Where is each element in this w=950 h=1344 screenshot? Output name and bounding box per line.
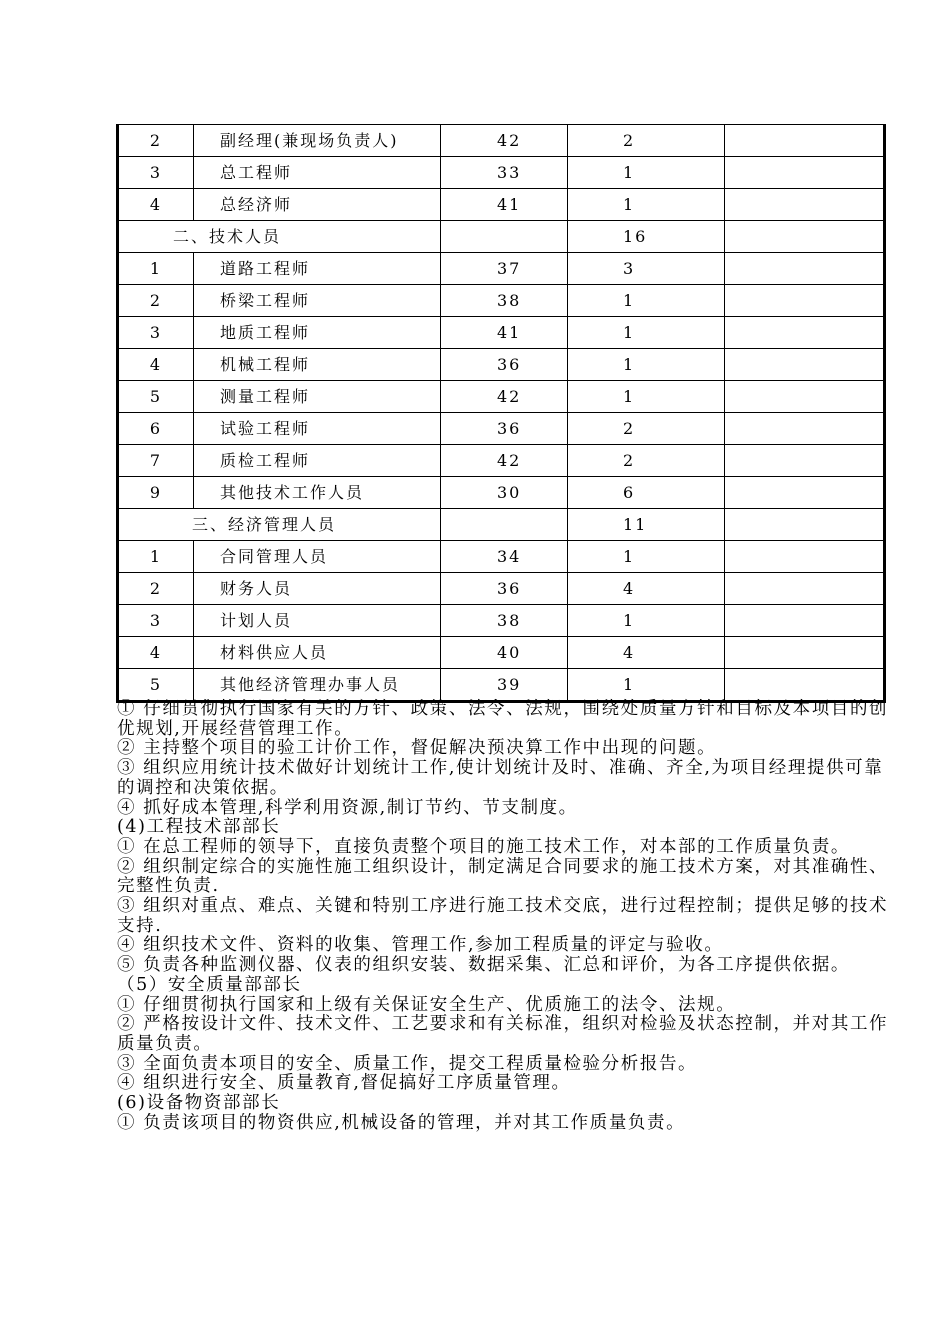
row-number-cell: 5 (118, 381, 194, 413)
row-number-cell: 4 (118, 349, 194, 381)
position-cell: 财务人员 (194, 573, 441, 605)
row-number-cell: 9 (118, 477, 194, 509)
row-number-cell: 1 (118, 253, 194, 285)
note-cell (725, 317, 885, 349)
position-cell: 材料供应人员 (194, 637, 441, 669)
paragraph: ④ 组织进行安全、质量教育,督促搞好工序质量管理。 (117, 1073, 571, 1094)
count-cell: 1 (568, 381, 725, 413)
note-cell (725, 541, 885, 573)
note-cell (725, 669, 885, 702)
position-cell: 测量工程师 (194, 381, 441, 413)
age-cell: 42 (441, 125, 568, 157)
table-row (118, 445, 885, 477)
paragraph: ① 仔细贯彻执行国家和上级有关保证安全生产、优质施工的法令、法规。 (117, 994, 736, 1015)
row-number-cell: 7 (118, 445, 194, 477)
note-cell (725, 349, 885, 381)
count-cell: 1 (568, 189, 725, 221)
age-cell: 34 (441, 541, 568, 573)
row-number-cell: 2 (118, 285, 194, 317)
paragraph: ② 严格按设计文件、技术文件、工艺要求和有关标准，组织对检验及状态控制，并对其工作质量负责。 (117, 1014, 889, 1054)
position-cell: 合同管理人员 (194, 541, 441, 573)
note-cell (725, 477, 885, 509)
age-cell: 42 (441, 445, 568, 477)
count-cell: 2 (568, 125, 725, 157)
table-row (118, 477, 885, 509)
paragraph: ④ 组织技术文件、资料的收集、管理工作,参加工程质量的评定与验收。 (117, 935, 724, 956)
count-cell: 1 (568, 349, 725, 381)
count-cell: 6 (568, 477, 725, 509)
note-cell (725, 637, 885, 669)
age-cell: 36 (441, 573, 568, 605)
position-cell: 质检工程师 (194, 445, 441, 477)
note-cell (725, 285, 885, 317)
row-number-cell: 3 (118, 157, 194, 189)
age-cell: 36 (441, 349, 568, 381)
paragraph: (4)工程技术部部长 (117, 817, 281, 838)
paragraph: ② 主持整个项目的验工计价工作，督促解决预决算工作中出现的问题。 (117, 738, 717, 759)
paragraph: ⑤ 负责各种监测仪器、仪表的组织安装、数据采集、汇总和评价，为各工序提供依据。 (117, 955, 850, 976)
position-cell: 其他经济管理办事人员 (194, 669, 441, 702)
count-cell: 1 (568, 285, 725, 317)
note-cell (725, 157, 885, 189)
note-cell (725, 381, 885, 413)
row-number-cell: 3 (118, 605, 194, 637)
table-row (118, 381, 885, 413)
count-cell: 4 (568, 637, 725, 669)
note-cell (725, 253, 885, 285)
row-number-cell: 4 (118, 637, 194, 669)
age-cell: 30 (441, 477, 568, 509)
count-cell: 2 (568, 413, 725, 445)
paragraph: ① 仔细贯彻执行国家有关的方针、政策、法令、法规，围绕处质量方针和目标及本项目的创优规划,开展经营管理工作。 (117, 699, 889, 739)
count-cell: 1 (568, 669, 725, 702)
table-row (118, 189, 885, 221)
row-number-cell: 1 (118, 541, 194, 573)
note-cell (725, 605, 885, 637)
staff-table-body (118, 125, 885, 702)
table-row (118, 541, 885, 573)
table-row (118, 349, 885, 381)
count-cell: 1 (568, 605, 725, 637)
count-cell: 11 (568, 509, 725, 541)
position-cell: 地质工程师 (194, 317, 441, 349)
age-cell (441, 221, 568, 253)
position-cell: 试验工程师 (194, 413, 441, 445)
paragraph: ① 负责该项目的物资供应,机械设备的管理，并对其工作质量负责。 (117, 1112, 686, 1133)
position-cell: 道路工程师 (194, 253, 441, 285)
table-row (118, 253, 885, 285)
count-cell: 16 (568, 221, 725, 253)
count-cell: 1 (568, 317, 725, 349)
section-row (118, 221, 885, 253)
section-row (118, 509, 885, 541)
note-cell (725, 509, 885, 541)
count-cell: 1 (568, 157, 725, 189)
age-cell: 42 (441, 381, 568, 413)
row-number-cell: 5 (118, 669, 194, 702)
position-cell: 副经理(兼现场负责人) (194, 125, 441, 157)
table-row (118, 157, 885, 189)
position-cell: 其他技术工作人员 (194, 477, 441, 509)
table-row (118, 605, 885, 637)
age-cell: 37 (441, 253, 568, 285)
paragraph: ② 组织制定综合的实施性施工组织设计，制定满足合同要求的施工技术方案，对其准确性、完整性负责. (117, 856, 889, 897)
table-row (118, 669, 885, 702)
table-row (118, 413, 885, 445)
row-number-cell: 4 (118, 189, 194, 221)
paragraph: ④ 抓好成本管理,科学利用资源,制订节约、节支制度。 (117, 797, 578, 818)
position-cell: 总工程师 (194, 157, 441, 189)
count-cell: 2 (568, 445, 725, 477)
count-cell: 3 (568, 253, 725, 285)
table-row (118, 637, 885, 669)
note-cell (725, 445, 885, 477)
position-cell: 机械工程师 (194, 349, 441, 381)
age-cell: 41 (441, 189, 568, 221)
row-number-cell: 3 (118, 317, 194, 349)
row-number-cell: 6 (118, 413, 194, 445)
age-cell: 38 (441, 605, 568, 637)
table-row (118, 285, 885, 317)
table-row (118, 317, 885, 349)
row-number-cell: 2 (118, 573, 194, 605)
staff-table (116, 124, 886, 703)
age-cell: 36 (441, 413, 568, 445)
note-cell (725, 413, 885, 445)
paragraph: ③ 组织对重点、难点、关键和特别工序进行施工技术交底，进行过程控制；提供足够的技术支持. (117, 896, 889, 936)
row-number-cell: 2 (118, 125, 194, 157)
paragraph: ③ 全面负责本项目的安全、质量工作，提交工程质量检验分析报告。 (117, 1053, 698, 1074)
age-cell: 39 (441, 669, 568, 702)
count-cell: 4 (568, 573, 725, 605)
paragraph: ① 在总工程师的领导下，直接负责整个项目的施工技术工作，对本部的工作质量负责。 (117, 836, 850, 857)
paragraph: (6)设备物资部部长 (117, 1093, 281, 1114)
paragraph: ③ 组织应用统计技术做好计划统计工作,使计划统计及时、准确、齐全,为项目经理提供可靠的调控和决策依据。 (117, 758, 884, 798)
age-cell: 40 (441, 637, 568, 669)
age-cell (441, 509, 568, 541)
section-title-cell: 二、技术人员 (118, 221, 441, 253)
note-cell (725, 221, 885, 253)
note-cell (725, 189, 885, 221)
note-cell (725, 125, 885, 157)
count-cell: 1 (568, 541, 725, 573)
age-cell: 41 (441, 317, 568, 349)
position-cell: 总经济师 (194, 189, 441, 221)
position-cell: 计划人员 (194, 605, 441, 637)
age-cell: 38 (441, 285, 568, 317)
table-row (118, 573, 885, 605)
age-cell: 33 (441, 157, 568, 189)
note-cell (725, 573, 885, 605)
body-text (117, 700, 892, 1133)
position-cell: 桥梁工程师 (194, 285, 441, 317)
section-title-cell: 三、经济管理人员 (118, 509, 441, 541)
table-row (118, 125, 885, 157)
paragraph: （5）安全质量部部长 (117, 974, 302, 995)
